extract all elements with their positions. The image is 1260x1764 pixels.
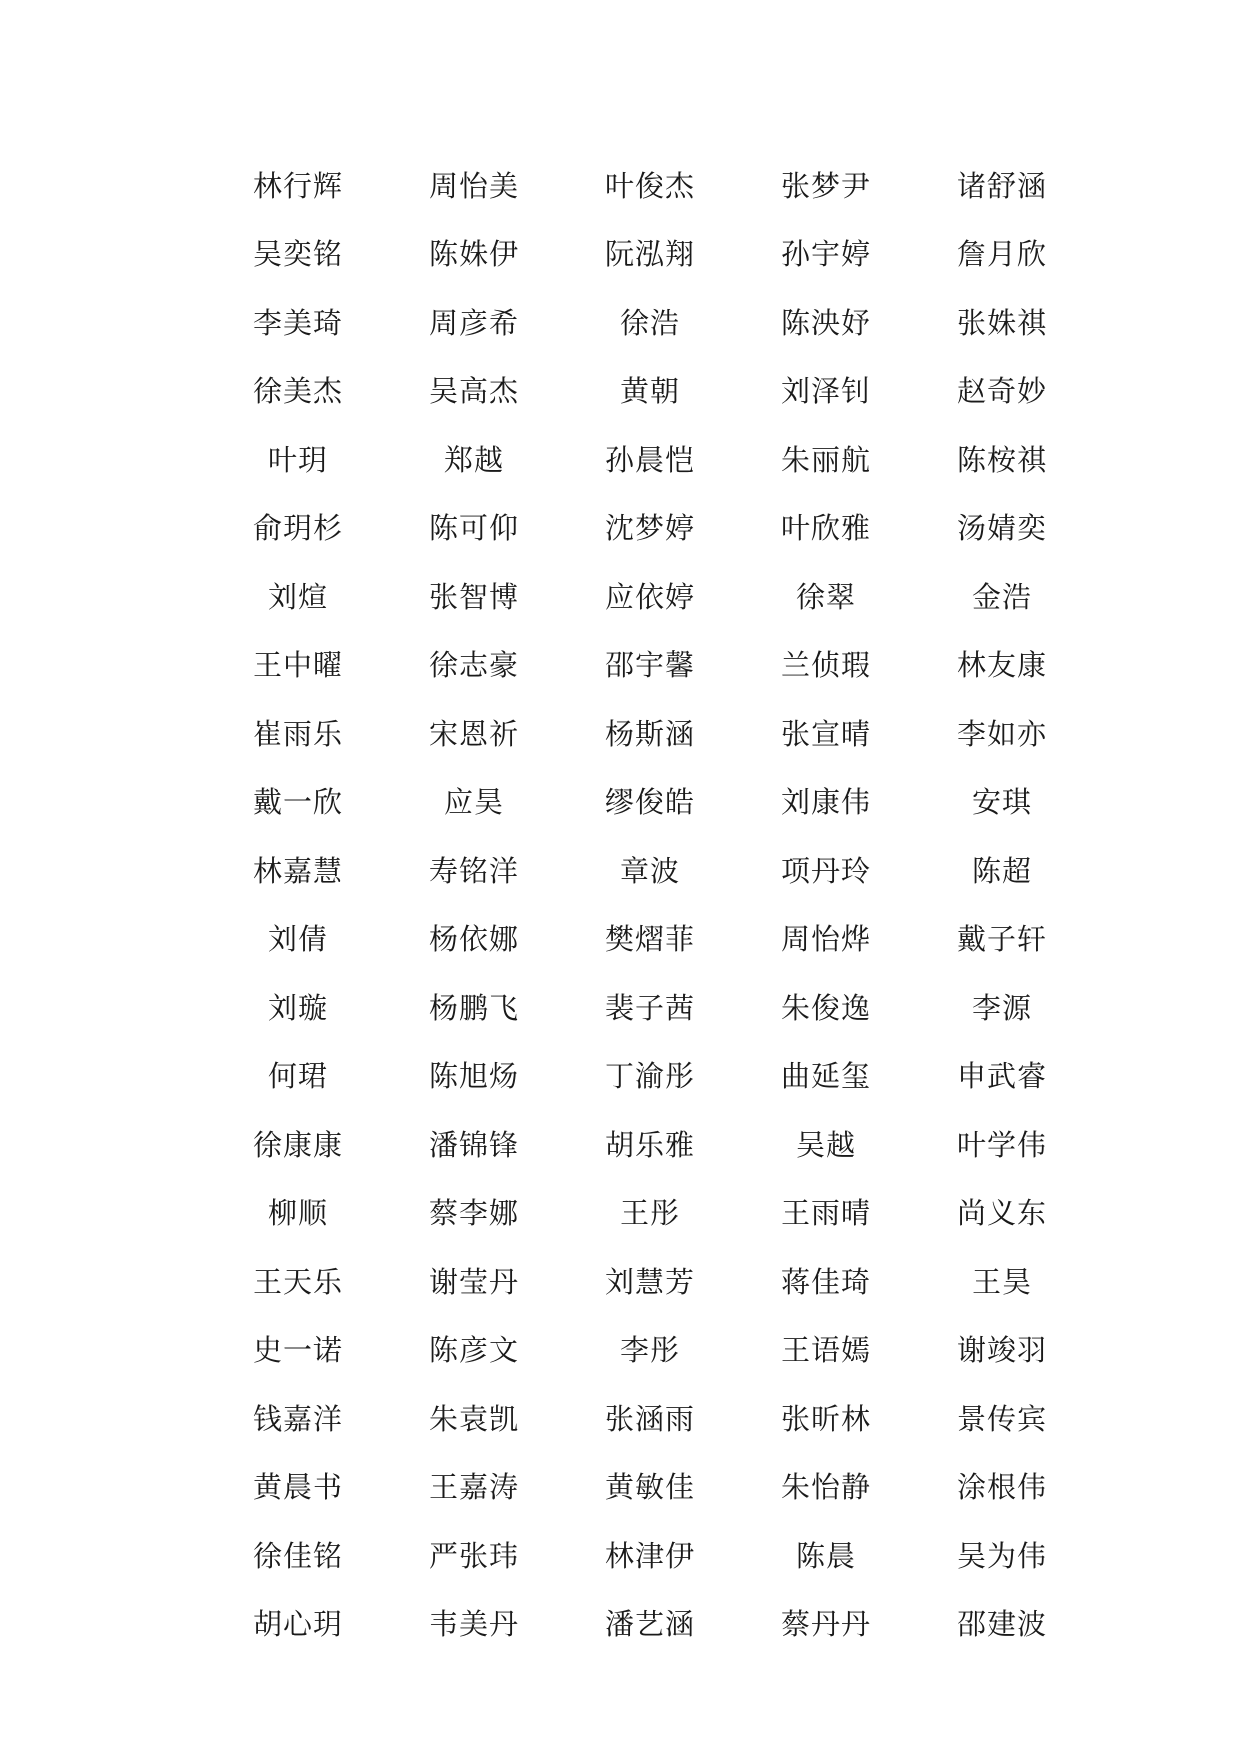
name-cell: 刘璇 [267, 990, 328, 1025]
name-cell: 李彤 [619, 1333, 680, 1368]
name-cell: 兰侦瑕 [780, 648, 871, 683]
name-cell: 诸舒涵 [956, 168, 1047, 203]
name-cell: 陈桉祺 [956, 442, 1047, 477]
name-cell: 叶玥 [267, 442, 328, 477]
name-cell: 朱袁凯 [428, 1401, 519, 1436]
name-cell: 张涵雨 [604, 1401, 695, 1436]
name-cell: 邵建波 [956, 1607, 1047, 1642]
name-cell: 安琪 [971, 785, 1032, 820]
name-cell: 俞玥杉 [252, 511, 343, 546]
name-cell: 王彤 [619, 1196, 680, 1231]
name-cell: 王昊 [971, 1264, 1032, 1299]
name-cell: 刘慧芳 [604, 1264, 695, 1299]
name-cell: 吴奕铭 [252, 237, 343, 272]
name-cell: 景传宾 [956, 1401, 1047, 1436]
name-cell: 陈晨 [795, 1538, 856, 1573]
name-cell: 陈超 [971, 853, 1032, 888]
name-cell: 钱嘉洋 [252, 1401, 343, 1436]
name-cell: 吴越 [795, 1127, 856, 1162]
name-cell: 王天乐 [252, 1264, 343, 1299]
name-cell: 胡心玥 [252, 1607, 343, 1642]
name-cell: 曲延玺 [780, 1059, 871, 1094]
name-cell: 朱俊逸 [780, 990, 871, 1025]
name-cell: 叶俊杰 [604, 168, 695, 203]
name-cell: 应昊 [443, 785, 504, 820]
name-cell: 詹月欣 [956, 237, 1047, 272]
name-cell: 张宣晴 [780, 716, 871, 751]
name-cell: 蒋佳琦 [780, 1264, 871, 1299]
name-cell: 邵宇馨 [604, 648, 695, 683]
name-cell: 应依婷 [604, 579, 695, 614]
name-cell: 王嘉涛 [428, 1470, 519, 1505]
name-cell: 沈梦婷 [604, 511, 695, 546]
name-cell: 李如亦 [956, 716, 1047, 751]
name-cell: 潘艺涵 [604, 1607, 695, 1642]
name-cell: 王雨晴 [780, 1196, 871, 1231]
name-cell: 樊熠菲 [604, 922, 695, 957]
name-cell: 黄晨书 [252, 1470, 343, 1505]
name-cell: 朱怡静 [780, 1470, 871, 1505]
name-cell: 陈旭炀 [428, 1059, 519, 1094]
name-cell: 徐志豪 [428, 648, 519, 683]
name-cell: 杨斯涵 [604, 716, 695, 751]
name-cell: 林嘉慧 [252, 853, 343, 888]
name-cell: 林津伊 [604, 1538, 695, 1573]
name-cell: 张姝祺 [956, 305, 1047, 340]
name-cell: 朱丽航 [780, 442, 871, 477]
name-cell: 周彦希 [428, 305, 519, 340]
name-cell: 严张玮 [428, 1538, 519, 1573]
name-cell: 李美琦 [252, 305, 343, 340]
name-cell: 尚义东 [956, 1196, 1047, 1231]
name-cell: 张智博 [428, 579, 519, 614]
name-cell: 叶学伟 [956, 1127, 1047, 1162]
name-cell: 谢竣羽 [956, 1333, 1047, 1368]
name-cell: 裴子茜 [604, 990, 695, 1025]
name-cell: 项丹玲 [780, 853, 871, 888]
name-cell: 黄敏佳 [604, 1470, 695, 1505]
name-cell: 周怡烨 [780, 922, 871, 957]
name-cell: 李源 [971, 990, 1032, 1025]
name-cell: 金浩 [971, 579, 1032, 614]
name-cell: 黄朝 [619, 374, 680, 409]
name-cell: 章波 [619, 853, 680, 888]
name-cell: 刘倩 [267, 922, 328, 957]
name-cell: 张昕林 [780, 1401, 871, 1436]
name-cell: 寿铭洋 [428, 853, 519, 888]
name-cell: 张梦尹 [780, 168, 871, 203]
name-cell: 陈姝伊 [428, 237, 519, 272]
name-cell: 叶欣雅 [780, 511, 871, 546]
name-cell: 阮泓翔 [604, 237, 695, 272]
name-cell: 丁渝彤 [604, 1059, 695, 1094]
name-cell: 史一诺 [252, 1333, 343, 1368]
name-cell: 陈彦文 [428, 1333, 519, 1368]
name-cell: 崔雨乐 [252, 716, 343, 751]
name-cell: 杨依娜 [428, 922, 519, 957]
name-cell: 林行辉 [252, 168, 343, 203]
name-cell: 涂根伟 [956, 1470, 1047, 1505]
name-cell: 刘泽钊 [780, 374, 871, 409]
name-cell: 韦美丹 [428, 1607, 519, 1642]
name-cell: 申武睿 [956, 1059, 1047, 1094]
name-cell: 吴高杰 [428, 374, 519, 409]
name-cell: 陈泱妤 [780, 305, 871, 340]
name-cell: 孙晨恺 [604, 442, 695, 477]
name-cell: 吴为伟 [956, 1538, 1047, 1573]
name-cell: 何珺 [267, 1059, 328, 1094]
name-cell: 徐康康 [252, 1127, 343, 1162]
name-cell: 杨鹏飞 [428, 990, 519, 1025]
name-cell: 缪俊皓 [604, 785, 695, 820]
name-cell: 周怡美 [428, 168, 519, 203]
name-cell: 王语嫣 [780, 1333, 871, 1368]
name-cell: 孙宇婷 [780, 237, 871, 272]
name-cell: 林友康 [956, 648, 1047, 683]
name-cell: 柳顺 [267, 1196, 328, 1231]
name-cell: 赵奇妙 [956, 374, 1047, 409]
name-cell: 徐美杰 [252, 374, 343, 409]
name-cell: 胡乐雅 [604, 1127, 695, 1162]
name-cell: 郑越 [443, 442, 504, 477]
name-cell: 陈可仰 [428, 511, 519, 546]
name-cell: 刘康伟 [780, 785, 871, 820]
name-cell: 宋恩祈 [428, 716, 519, 751]
name-cell: 刘煊 [267, 579, 328, 614]
name-cell: 徐浩 [619, 305, 680, 340]
name-cell: 谢莹丹 [428, 1264, 519, 1299]
name-cell: 徐佳铭 [252, 1538, 343, 1573]
name-cell: 潘锦锋 [428, 1127, 519, 1162]
name-cell: 戴子轩 [956, 922, 1047, 957]
name-list-grid [210, 150, 1090, 1657]
name-cell: 蔡李娜 [428, 1196, 519, 1231]
name-cell: 蔡丹丹 [780, 1607, 871, 1642]
name-cell: 戴一欣 [252, 785, 343, 820]
name-cell: 王中曜 [252, 648, 343, 683]
name-cell: 徐翠 [795, 579, 856, 614]
name-cell: 汤婧奕 [956, 511, 1047, 546]
